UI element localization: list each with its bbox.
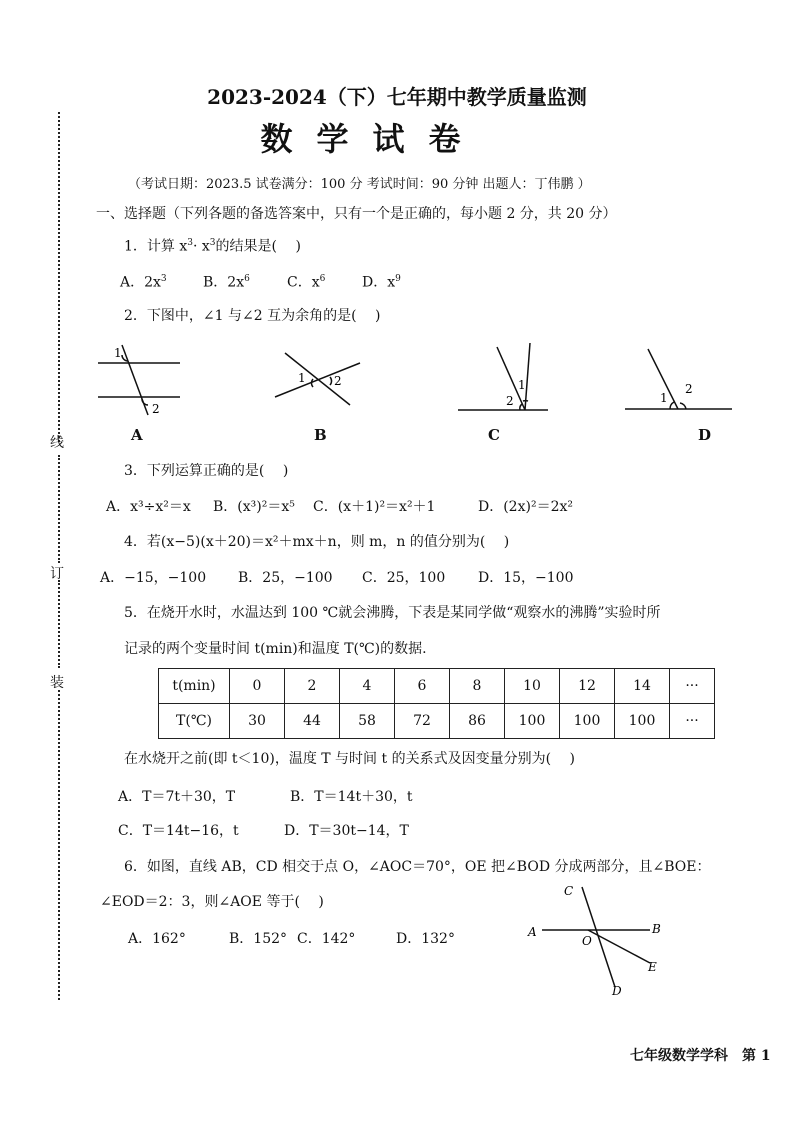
table-cell: 100 [615,704,670,739]
table-cell: 2 [285,669,340,704]
question-2-figures [80,335,760,425]
question-5-option-d[interactable]: D．T＝30t−14，T [284,823,409,839]
angle-1-label: 1 [660,391,668,405]
binding-char-bind: 装 [50,675,64,691]
figure-d [625,349,732,409]
point-label-a: A [528,925,537,939]
angle-1-label: 1 [298,371,306,385]
angle-2-label: 2 [685,382,693,396]
exam-info: （考试日期：2023.5 试卷满分：100 分 考试时间：90 分钟 出题人：丁伟鹏 ） [128,177,591,192]
question-6-stem-line1: 6．如图，直线 AB，CD 相交于点 O，∠AOC＝70°，OE 把∠BOD 分成两部分，且∠BOE： [124,859,711,875]
question-6-option-a[interactable]: A．162° [128,931,186,947]
question-2-stem: 2．下图中，∠1 与∠2 互为余角的是( ) [124,308,381,324]
question-5-option-c[interactable]: C．T＝14t−16，t [118,823,239,839]
angle-1-label: 1 [114,346,122,360]
angle-2-label: 2 [334,374,342,388]
binding-dotted-line [58,580,60,668]
point-label-d: D [612,984,622,998]
angle-2-label: 2 [506,394,514,408]
data-table [158,668,715,739]
binding-char-line: 线 [50,435,64,451]
exam-title: 2023-2024（下）七年期中教学质量监测 [207,85,587,109]
question-4-option-b[interactable]: B．25，−100 [238,570,333,586]
table-row [159,704,715,739]
section-heading: 一、选择题（下列各题的备选答案中，只有一个是正确的，每小题 2 分，共 20 分） [96,206,617,222]
figure-label-a[interactable]: A [131,426,143,444]
table-row [159,669,715,704]
question-6-option-c[interactable]: C．142° [297,931,356,947]
question-6-stem-line2: ∠EOD＝2：3，则∠AOE 等于( ) [100,894,324,910]
binding-dotted-line [58,455,60,563]
table-cell: 72 [395,704,450,739]
question-1-option-d[interactable]: D．$x^9$ [362,274,401,291]
table-cell: ··· [670,669,715,704]
question-5-stem-line2: 记录的两个变量时间 t(min)和温度 T(℃)的数据. [124,641,427,657]
table-cell: 100 [505,704,560,739]
question-1-option-c[interactable]: C．$x^6$ [287,274,326,291]
table-cell: 4 [340,669,395,704]
table-cell: 100 [560,704,615,739]
question-3-option-d[interactable]: D．(2x)²＝2x² [478,499,573,515]
point-label-e: E [648,960,657,974]
question-3-option-b[interactable]: B．(x³)²＝x⁵ [213,499,295,515]
question-5-option-b[interactable]: B．T＝14t＋30，t [290,789,413,805]
table-cell: 30 [230,704,285,739]
point-label-c: C [564,884,574,898]
question-6-figure [520,875,680,1000]
angle-1-label: 1 [518,378,526,392]
angle-2-label: 2 [152,402,160,416]
binding-char-staple: 订 [50,566,64,582]
table-cell: T(℃) [159,704,230,739]
figure-b [275,353,360,405]
question-3-option-a[interactable]: A．x³÷x²＝x [106,499,191,515]
question-4-stem: 4．若(x−5)(x＋20)＝x²＋mx＋n，则 m，n 的值分别为( ) [124,534,510,550]
page-footer: 七年级数学学科 第 1 [630,1048,771,1064]
question-5-stem-line3: 在水烧开之前(即 t＜10)，温度 T 与时间 t 的关系式及因变量分别为( ) [124,751,575,767]
question-5-stem-line1: 5．在烧开水时，水温达到 100 ℃就会沸腾，下表是某同学做“观察水的沸腾”实验时所 [124,605,661,621]
point-label-b: B [652,922,661,936]
figure-a [98,345,180,415]
point-label-o: O [582,934,592,948]
table-cell: 58 [340,704,395,739]
table-cell: t(min) [159,669,230,704]
table-cell: 10 [505,669,560,704]
table-cell: 12 [560,669,615,704]
figure-label-b[interactable]: B [314,426,327,444]
question-4-option-d[interactable]: D．15，−100 [478,570,574,586]
question-5-option-a[interactable]: A．T＝7t＋30，T [118,789,236,805]
figure-label-d[interactable]: D [698,426,712,444]
table-cell: ··· [670,704,715,739]
question-4-option-c[interactable]: C．25，100 [362,570,446,586]
table-cell: 14 [615,669,670,704]
table-cell: 8 [450,669,505,704]
question-1-option-b[interactable]: B．$2x^6$ [203,274,250,291]
question-1-option-a[interactable]: A．$2x^3$ [120,274,167,291]
figure-c [458,343,548,410]
table-cell: 6 [395,669,450,704]
table-cell: 86 [450,704,505,739]
figure-label-c[interactable]: C [488,426,500,444]
binding-dotted-line [58,690,60,1000]
question-3-stem: 3．下列运算正确的是( ) [124,463,289,479]
question-6-option-d[interactable]: D．132° [396,931,455,947]
question-3-option-c[interactable]: C．(x＋1)²＝x²＋1 [313,499,436,515]
binding-dotted-line [58,112,60,442]
exam-subtitle: 数学试卷 [260,120,485,158]
table-cell: 0 [230,669,285,704]
question-1-stem: 1．计算 $x^3\cdot x^3$的结果是( ) [124,238,301,255]
table-cell: 44 [285,704,340,739]
question-4-option-a[interactable]: A．−15，−100 [100,570,207,586]
question-6-option-b[interactable]: B．152° [229,931,288,947]
